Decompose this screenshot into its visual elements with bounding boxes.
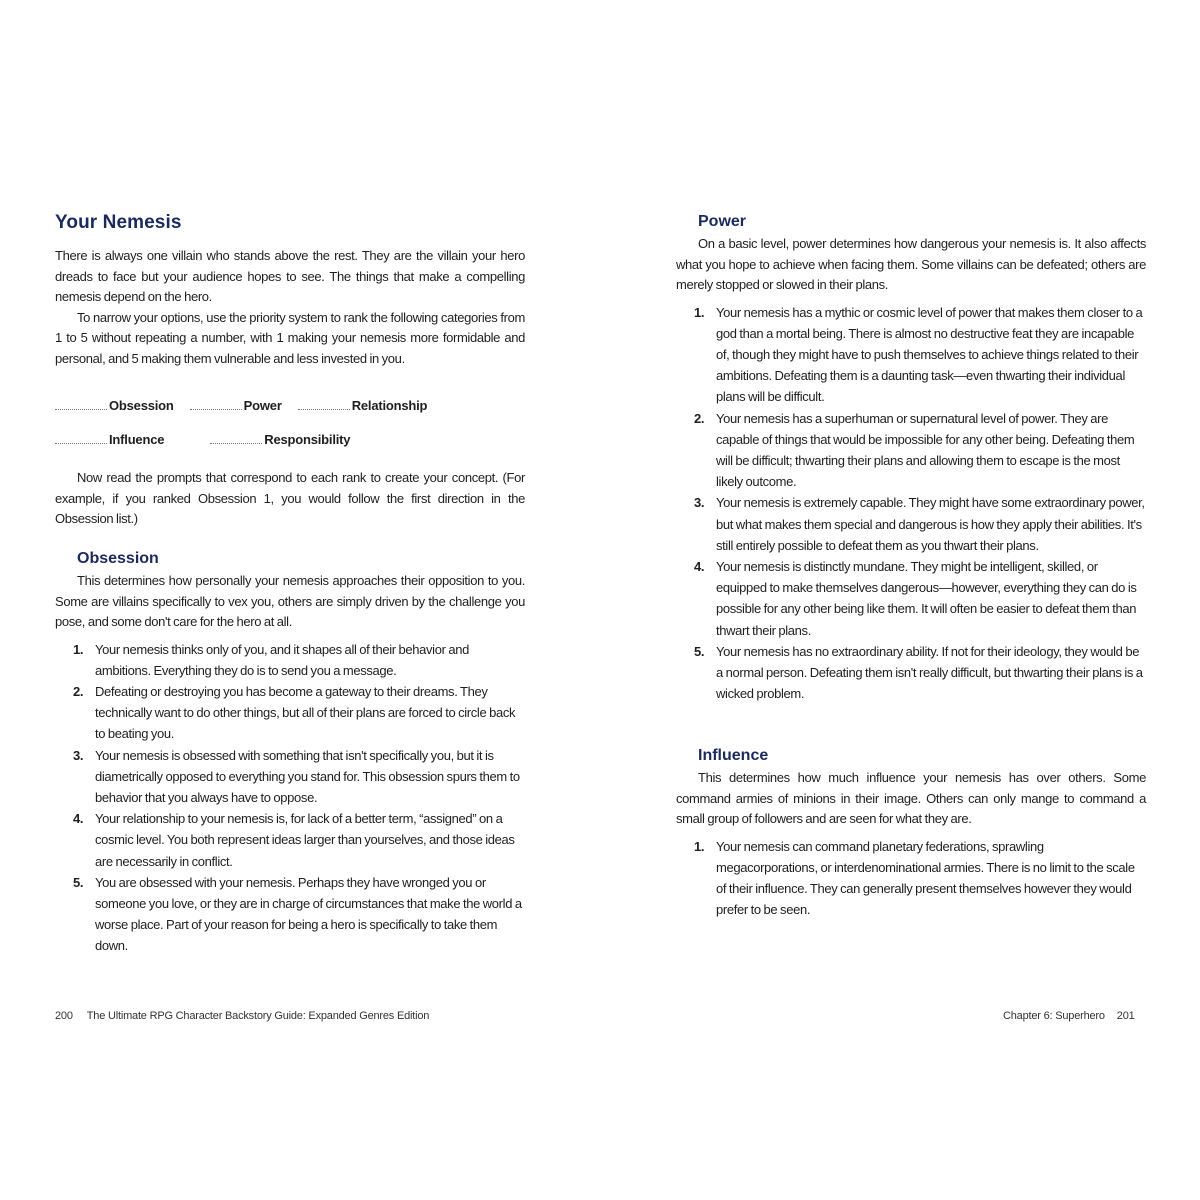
item-number: 1. — [694, 304, 705, 320]
item-number: 1. — [694, 838, 705, 854]
rank-blank[interactable] — [298, 399, 350, 410]
item-text: You are obsessed with your nemesis. Perhaps they have wronged you or someone you love, or they are in charge of circumstances that make the world a worse place. Part of your reason for being a hero is specifically to take them down. — [95, 874, 522, 954]
book-title: The Ultimate RPG Character Backstory Guide: Expanded Genres Edition — [86, 1010, 430, 1022]
item-text: Your nemesis is extremely capable. They might have some extraordinary power, but what makes them special and dangerous is how they apply their abilities. It's still entirely possible to defeat them as you thwart their plans. — [716, 495, 1145, 553]
power-section — [676, 212, 1146, 704]
rank-label: Relationship — [351, 398, 428, 413]
list-item — [676, 641, 1146, 705]
rank-field-obsession[interactable] — [55, 398, 174, 413]
intro-section — [55, 246, 525, 369]
rank-label: Influence — [109, 432, 165, 447]
instruction-paragraph: Now read the prompts that correspond to each rank to create your concept. (For example, if you ranked Obsession 1, you would follow the first direction in the Obsession list.) — [55, 470, 525, 526]
item-number: 2. — [73, 683, 84, 699]
rank-label: Power — [243, 398, 282, 413]
item-text: Your nemesis has a superhuman or supernatural level of power. They are capable of things that would be impossible for any other being. Defeating them will be difficult; thwarting their plans and allowing them to escape is the most likely outcome. — [716, 410, 1135, 490]
section-heading-obsession: Obsession — [77, 550, 159, 567]
rank-blank[interactable] — [55, 433, 107, 444]
list-item — [55, 681, 525, 745]
page-footer-right — [1003, 1010, 1135, 1022]
list-item — [676, 408, 1146, 493]
influence-section — [676, 746, 1146, 920]
item-text: Your nemesis is obsessed with something that isn't specifically you, but it is diametrically opposed to everything you stand for. This obsession spurs them to behavior that you always have to oppose. — [95, 747, 520, 805]
item-text: Defeating or destroying you has become a gateway to their dreams. They technically want to do other things, but all of their plans are forced to circle back to beating you. — [95, 683, 516, 742]
list-item — [676, 302, 1146, 408]
list-item — [55, 639, 525, 681]
item-number: 5. — [694, 643, 705, 659]
intro-paragraph: There is always one villain who stands above the rest. They are the villain your hero dreads to face but your audience hopes to see. The things that make a compelling nemesis depend on the hero. — [55, 248, 525, 304]
section-heading-power: Power — [698, 213, 747, 230]
item-text: Your nemesis has a mythic or cosmic level of power that makes them closer to a god than a mortal being. There is almost no destructive feat they are incapable of, though they might have to push themselves to achieve things related to their ambitions. Defeating them is a daunting task—even thwarting their individual plans will be difficult. — [716, 304, 1143, 405]
intro-paragraph: To narrow your options, use the priority system to rank the following categories from 1 to 5 without repeating a number, with 1 making your nemesis more formidable and personal, and 5 making them vulnerable and less invested in you. — [55, 309, 525, 366]
page-number: 200 — [55, 1010, 73, 1022]
item-number: 5. — [73, 874, 84, 890]
rank-blank[interactable] — [55, 399, 107, 410]
obsession-section — [55, 549, 525, 957]
page-footer — [55, 1010, 429, 1022]
section-description: On a basic level, power determines how dangerous your nemesis is. It also affects what you hope to achieve when facing them. Some villains can be defeated; others are merely stopped or slowed in their plans. — [676, 236, 1146, 292]
rank-label: Responsibility — [264, 432, 351, 447]
list-item — [676, 556, 1146, 641]
item-number: 3. — [694, 495, 705, 511]
section-description: This determines how personally your nemesis approaches their opposition to you. Some are villains specifically to vex you, others are simply driven by the challenge you pose, and some don't care for the hero at all. — [55, 573, 525, 629]
list-item — [55, 808, 525, 872]
rank-field-influence[interactable] — [55, 432, 164, 447]
chapter-title: Chapter 6: Superhero — [1003, 1010, 1105, 1022]
rank-field-responsibility[interactable] — [210, 432, 350, 447]
section-heading-influence: Influence — [698, 747, 769, 764]
item-number: 4. — [73, 811, 84, 827]
section-description: This determines how much influence your nemesis has over others. Some command armies of minions in their image. Others can only mange to command a small group of followers and are seen for what they are. — [676, 770, 1146, 826]
influence-list — [676, 836, 1146, 921]
item-number: 1. — [73, 641, 84, 657]
instructions — [55, 468, 525, 530]
item-number: 3. — [73, 747, 84, 763]
rank-field-relationship[interactable] — [298, 398, 428, 413]
item-text: Your nemesis is distinctly mundane. They might be intelligent, skilled, or equipped to make themselves dangerous—however, everything they can do is possible for any other being like them. It will often be easier to defeat them than thwart their plans. — [716, 558, 1137, 638]
item-number: 2. — [694, 410, 705, 426]
item-text: Your relationship to your nemesis is, for lack of a better term, “assigned” on a cosmic level. You both represent ideas larger than yourselves, and those ideas are necessarily in conflict. — [95, 811, 515, 869]
list-item — [676, 836, 1146, 921]
rank-label: Obsession — [109, 398, 174, 413]
item-text: Your nemesis has no extraordinary ability. If not for their ideology, they would be a normal person. Defeating them isn't really difficult, but thwarting their plans is a wicked problem. — [716, 643, 1143, 702]
list-item — [55, 872, 525, 957]
page-number: 201 — [1116, 1010, 1135, 1022]
list-item — [676, 492, 1146, 556]
item-text: Your nemesis thinks only of you, and it shapes all of their behavior and ambitions. Everything they do is to send you a message. — [95, 641, 469, 678]
rank-blank[interactable] — [190, 399, 242, 410]
obsession-list — [55, 639, 525, 957]
list-item — [55, 745, 525, 809]
rank-blank[interactable] — [210, 433, 262, 444]
item-number: 4. — [694, 558, 705, 574]
rank-fields — [55, 398, 525, 466]
item-text: Your nemesis can command planetary federations, sprawling megacorporations, or interdenominational armies. There is no limit to the scale of their influence. They can generally present themselves however they would prefer to be seen. — [716, 838, 1135, 918]
page-title: Your Nemesis — [55, 212, 182, 233]
power-list — [676, 302, 1146, 705]
rank-field-power[interactable] — [190, 398, 282, 413]
